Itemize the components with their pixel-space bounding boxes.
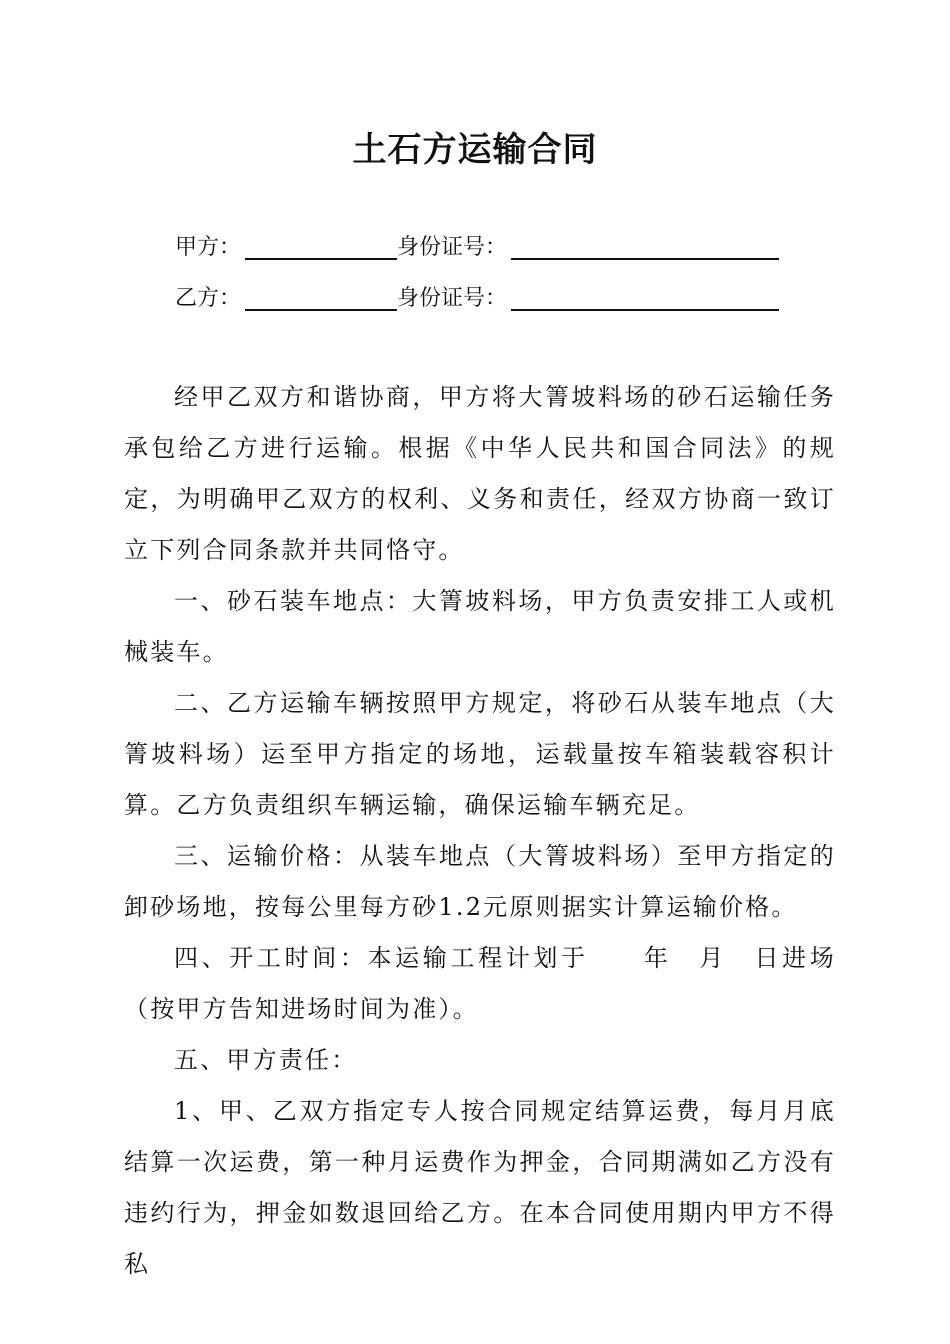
- party-b-label: 乙方：: [175, 286, 242, 311]
- party-a-label: 甲方：: [175, 235, 242, 260]
- party-b-row: [175, 283, 779, 315]
- clause-loading-location: 一、砂石装车地点：大箐坡料场，甲方负责安排工人或机械装车。: [124, 587, 836, 666]
- clause-party-a-duties-heading: 五、甲方责任：: [174, 1046, 358, 1074]
- clause-transport: 二、乙方运输车辆按照甲方规定，将砂石从装车地点（大箐坡料场）运至甲方指定的场地，运载量按车箱装载容积计算。乙方负责组织车辆运输，确保运输车辆充足。: [124, 689, 836, 819]
- contract-body: [124, 372, 836, 1290]
- party-a-row: [175, 232, 779, 264]
- clause-price: 三、运输价格：从装车地点（大箐坡料场）至甲方指定的卸砂场地，按每公里每方砂1.2元原则据实计算运输价格。: [124, 842, 836, 921]
- party-a-id-label: 身份证号：: [397, 235, 508, 260]
- party-b-id-label: 身份证号：: [397, 286, 508, 311]
- clause-settlement: 1、甲、乙双方指定专人按合同规定结算运费，每月月底结算一次运费，第一种月运费作为押金，合同期满如乙方没有违约行为，押金如数退回给乙方。在本合同使用期内甲方不得私: [124, 1097, 836, 1278]
- party-b-id-blank: [511, 287, 779, 311]
- clause-start-time: 四、开工时间：本运输工程计划于 年 月 日进场（按甲方告知进场时间为准）。: [124, 944, 836, 1023]
- party-b-name-blank: [245, 287, 397, 311]
- party-a-id-blank: [511, 236, 779, 260]
- document-title: 土石方运输合同: [352, 130, 598, 170]
- intro-paragraph: 经甲乙双方和谐协商，甲方将大箐坡料场的砂石运输任务承包给乙方进行运输。根据《中华人民共和国合同法》的规定，为明确甲乙双方的权利、义务和责任，经双方协商一致订立下列合同条款并共同恪守。: [124, 383, 836, 564]
- party-a-name-blank: [245, 236, 397, 260]
